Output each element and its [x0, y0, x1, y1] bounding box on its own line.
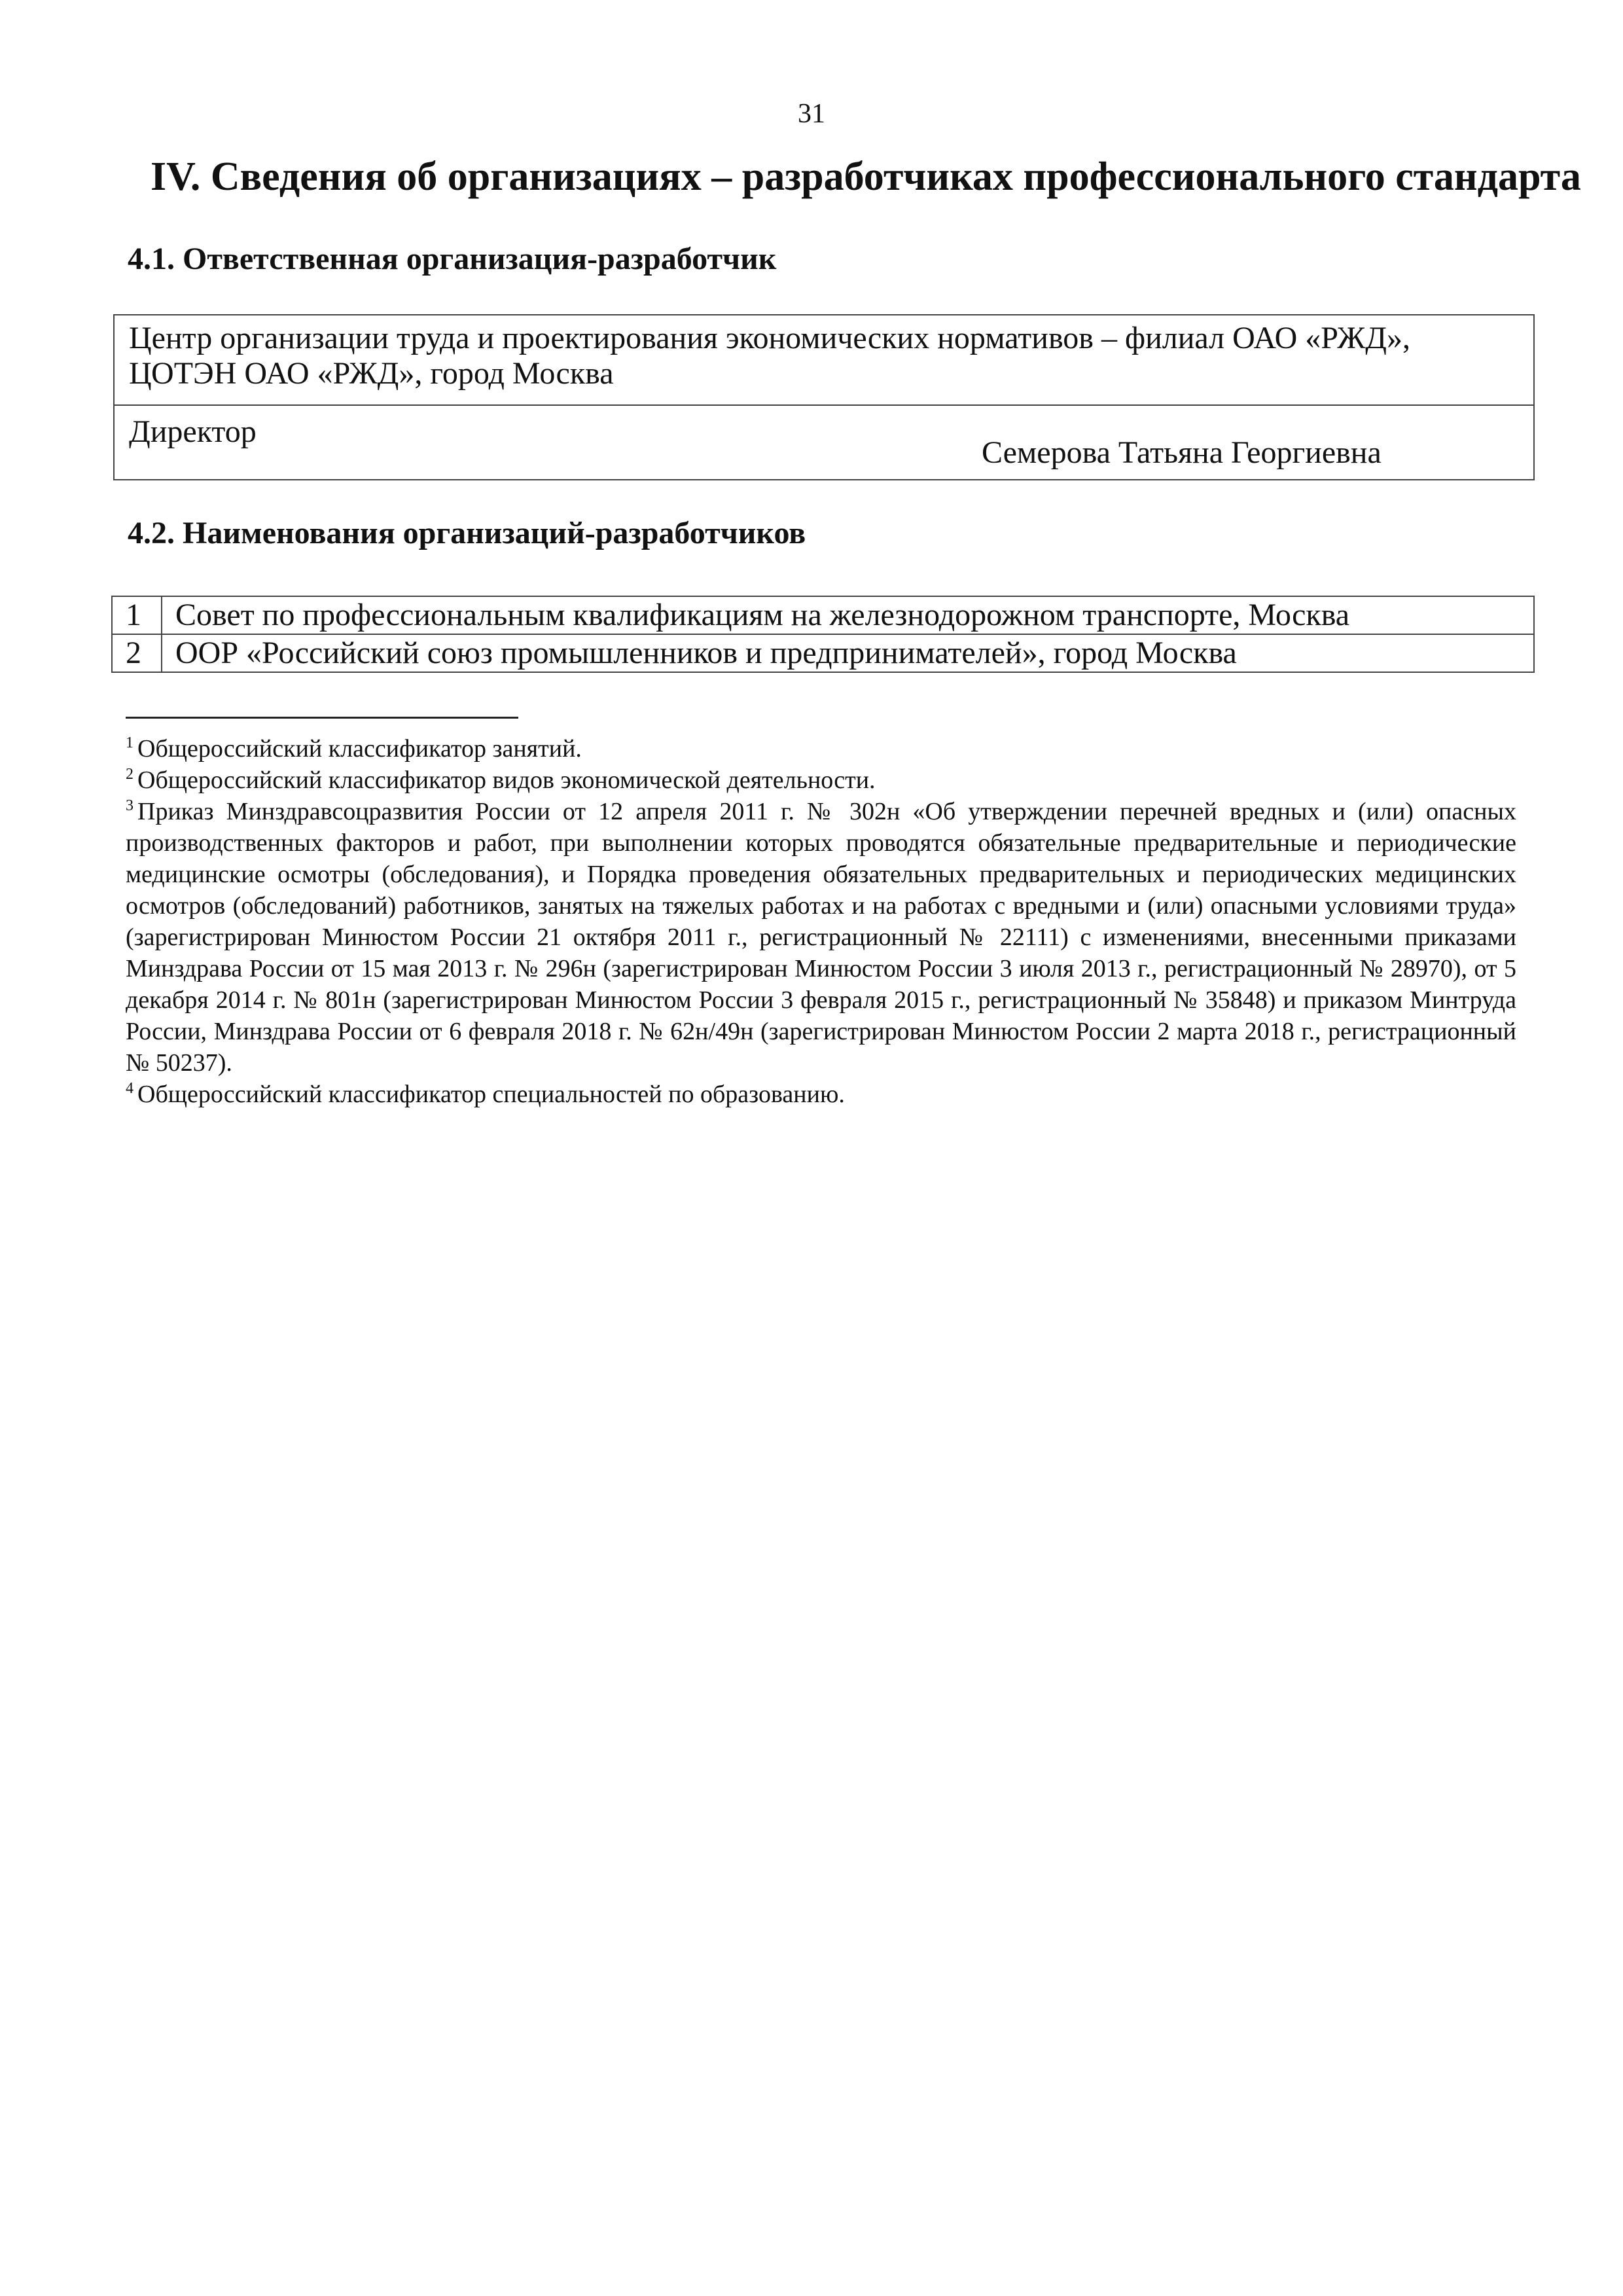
footnote-text: Общероссийский классификатор специальностей по образованию.: [137, 1081, 845, 1108]
responsible-org-name-line1: Центр организации труда и проектирования экономических нормативов – филиал ОАО «РЖД»,: [129, 321, 1411, 355]
developer-orgs-heading: 4.2. Наименования организаций-разработчиков: [128, 516, 806, 550]
table-row: [112, 596, 1534, 634]
footnote-mark: 4: [126, 1080, 134, 1098]
developer-org-name: ООР «Российский союз промышленников и предпринимателей», город Москва: [162, 634, 1534, 672]
row-number: 1: [112, 596, 162, 634]
footnote-text: Приказ Минздравсоцразвития России от 12 апреля 2011 г. № 302н «Об утверждении перечней вредных и (или) опасных производственных факторов и работ, при выполнении которых проводятся обязательные предварительные и периодические медицинские осмотры (обследования), и Порядка проведения обязательных предварительных и периодических медицинских осмотров (обследований) работников, занятых на тяжелых работах и на работах с вредными и (или) опасными условиями труда» (зарегистрирован Минюстом России 21 октября 2011 г., регистрационный № 22111) с изменениями, внесенными приказами Минздрава России от 15 мая 2013 г. № 296н (зарегистрирован Минюстом России 3 июля 2013 г., регистрационный № 28970), от 5 декабря 2014 г. № 801н (зарегистрирован Минюстом России 3 февраля 2015 г., регистрационный № 35848) и приказом Минтруда России, Минздрава России от 6 февраля 2018 г. № 62н/49н (зарегистрирован Минюстом России 2 марта 2018 г., регистрационный № 50237).: [126, 798, 1516, 1077]
footnote: [126, 1079, 1516, 1110]
footnote-mark: 1: [126, 734, 134, 752]
row-number: 2: [112, 634, 162, 672]
table-row: [112, 634, 1534, 672]
developer-orgs-table: [111, 596, 1535, 673]
responsible-org-name-line2: ЦОТЭН ОАО «РЖД», город Москва: [129, 356, 614, 391]
footnote-separator: [126, 717, 518, 719]
footnote-text: Общероссийский классификатор видов экономической деятельности.: [137, 766, 876, 794]
footnote-text: Общероссийский классификатор занятий.: [137, 735, 582, 762]
footnote: [126, 764, 1516, 796]
table-row: [114, 405, 1534, 480]
section-title: IV. Сведения об организациях – разработчиках профессионального стандарта: [151, 154, 1581, 199]
responsible-org-cell: [114, 315, 1534, 405]
footnotes: [126, 733, 1516, 1110]
footnote-mark: 2: [126, 766, 134, 783]
footnote: [126, 733, 1516, 764]
responsible-org-heading: 4.1. Ответственная организация-разработчик: [128, 242, 777, 276]
director-name: Семерова Татьяна Георгиевна: [982, 435, 1382, 470]
footnote-mark: 3: [126, 797, 134, 815]
footnote: [126, 796, 1516, 1079]
table-row: [114, 315, 1534, 405]
director-position: Директор: [129, 414, 257, 449]
responsible-org-table: [113, 314, 1535, 480]
page-number: 31: [798, 99, 825, 129]
signatory-cell: [114, 405, 1534, 480]
developer-org-name: Совет по профессиональным квалификациям на железнодорожном транспорте, Москва: [162, 596, 1534, 634]
